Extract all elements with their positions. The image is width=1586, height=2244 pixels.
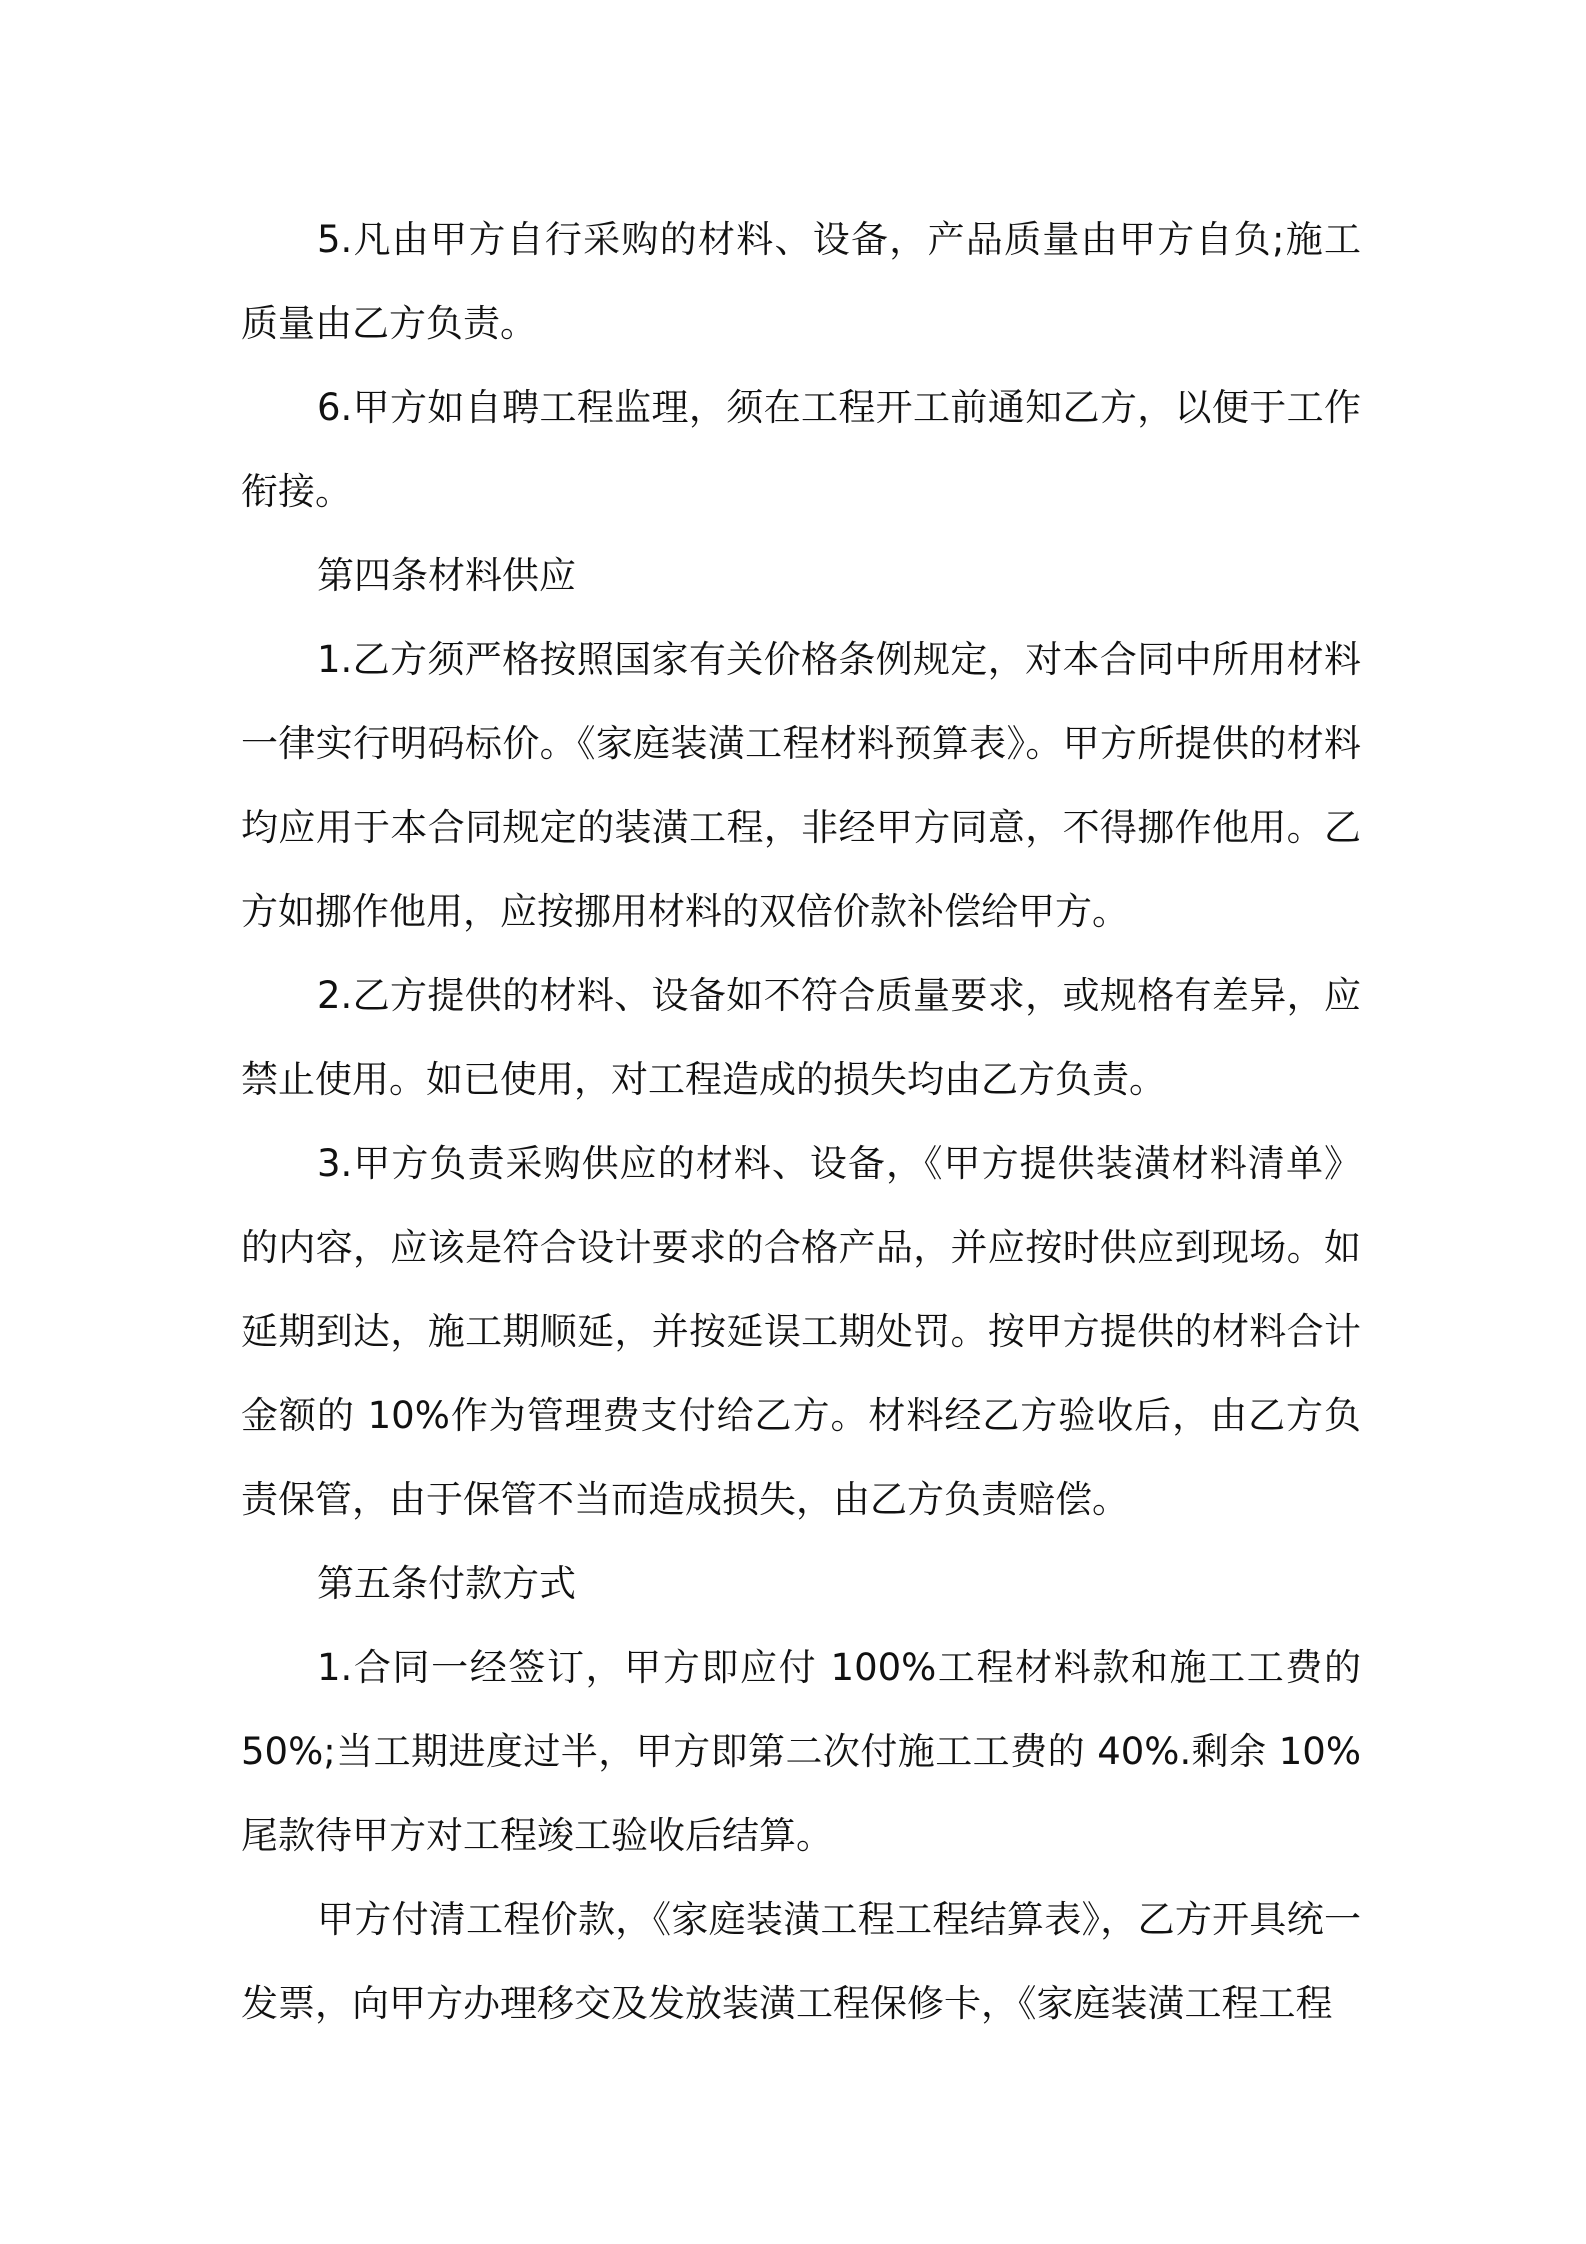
paragraph-item-6: 6.甲方如自聘工程监理，须在工程开工前通知乙方，以便于工作衔接。 xyxy=(241,386,1361,513)
paragraph-material-2: 2.乙方提供的材料、设备如不符合质量要求，或规格有差异，应禁止使用。如已使用，对工程造成的损失均由乙方负责。 xyxy=(241,974,1361,1101)
paragraph-payment-1: 1.合同一经签订，甲方即应付 100%工程材料款和施工工费的50%;当工期进度过半，甲方即第二次付施工工费的 40%.剩余 10%尾款待甲方对工程竣工验收后结算。 xyxy=(241,1646,1361,1857)
paragraph-payment-settlement: 甲方付清工程价款，《家庭装潢工程工程结算表》，乙方开具统一发票，向甲方办理移交及发放装潢工程保修卡，《家庭装潢工程工程 xyxy=(241,1898,1361,2025)
document-body xyxy=(241,198,1361,2046)
paragraph-material-3: 3.甲方负责采购供应的材料、设备，《甲方提供装潢材料清单》的内容，应该是符合设计要求的合格产品，并应按时供应到现场。如延期到达，施工期顺延，并按延误工期处罚。按甲方提供的材料合计金额的 10%作为管理费支付给乙方。材料经乙方验收后，由乙方负责保管，由于保管不当而造成损失，由乙方负责赔偿。 xyxy=(241,1142,1361,1521)
section-heading-article-4: 第四条材料供应 xyxy=(317,554,576,597)
section-heading-article-5: 第五条付款方式 xyxy=(317,1562,576,1605)
paragraph-material-1: 1.乙方须严格按照国家有关价格条例规定，对本合同中所用材料一律实行明码标价。《家庭装潢工程材料预算表》。甲方所提供的材料均应用于本合同规定的装潢工程，非经甲方同意，不得挪作他用。乙方如挪作他用，应按挪用材料的双倍价款补偿给甲方。 xyxy=(241,638,1361,933)
paragraph-item-5: 5.凡由甲方自行采购的材料、设备，产品质量由甲方自负;施工质量由乙方负责。 xyxy=(241,218,1361,345)
